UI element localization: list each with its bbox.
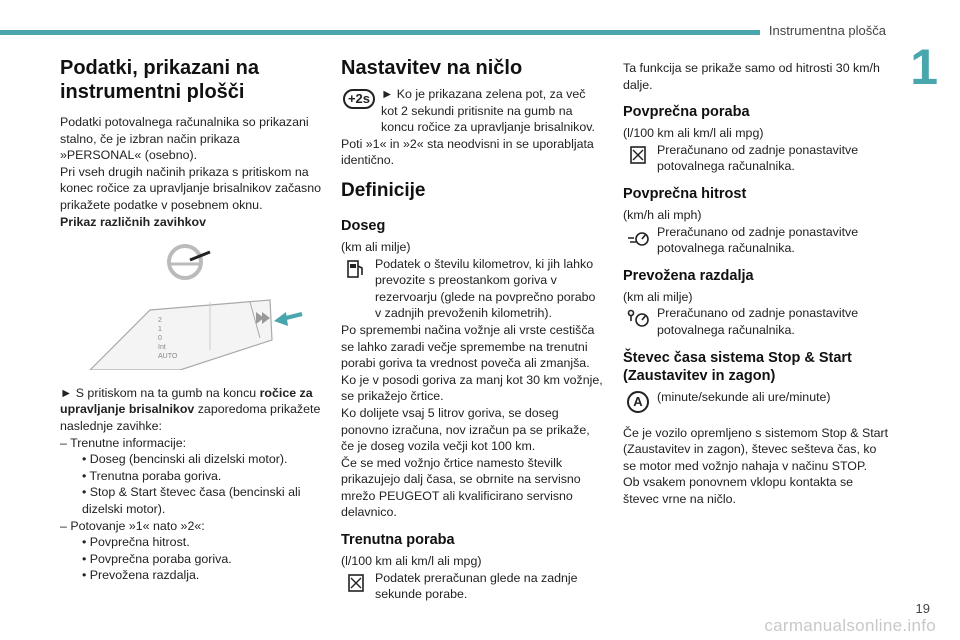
paragraph: Preračunano od zadnje ponastavitve potovalnega računalnika.: [657, 306, 859, 337]
consumption-icon: [623, 142, 653, 168]
unit-text: (km ali milje): [341, 239, 411, 254]
paragraph: Ko dolijete vsaj 5 litrov goriva, se doseg ponovno izračuna, nov izračun pa se prikaže, če je doseg vozila večji kot 100 km.: [341, 405, 590, 454]
paragraph: Ob vsakem ponovnem vklopu kontakta se števec vrne na ničlo.: [623, 475, 854, 506]
paragraph: Podatki potovalnega računalnika so prikazani stalno, če je izbran način prikaza »PERSONAL« (osebno).: [60, 115, 309, 163]
unit-text: (l/100 km ali km/l ali mpg): [341, 554, 482, 569]
heading-avg-consumption: Povprečna poraba: [623, 104, 750, 121]
wiper-stalk-illustration: [60, 240, 322, 370]
stalk-label: Int: [158, 344, 166, 352]
heading-distance: Prevožena razdalja: [623, 267, 754, 284]
distance-row: [623, 305, 891, 338]
paragraph: Poti »1« in »2« sta neodvisni in se uporabljata identično.: [341, 136, 594, 168]
column-3: [623, 60, 891, 508]
stop-start-row: [623, 389, 891, 415]
stalk-drawing: [90, 300, 272, 370]
step-text: ► S pritiskom na ta gumb na koncu ročice za upravljanje brisalnikov zaporedoma prikažete naslednje zavihke:: [60, 385, 322, 435]
current-row: [341, 570, 605, 603]
fuel-pump-icon: [341, 256, 371, 282]
paragraph: Pri vseh drugih načinih prikaza s pritiskom na konec ročice za upravljanje brisalnikov začasno prikažete podatke v posebnem oknu.: [60, 164, 322, 212]
paragraph: Ta funkcija se prikaže samo od hitrosti 30 km/h dalje.: [623, 61, 880, 92]
section-title: Instrumentna plošča: [768, 23, 886, 38]
heading-definitions: Definicije: [341, 179, 426, 201]
column-2: [341, 56, 605, 603]
paragraph: Ko je v posodi goriva za manj kot 30 km vožnje, se prikažejo črtice.: [341, 372, 603, 404]
paragraph: Preračunano od zadnje ponastavitve potovalnega računalnika.: [657, 224, 859, 256]
list-item: • Stop & Start števec časa (bencinski ali dizelski motor).: [82, 485, 301, 516]
stalk-label: 1: [158, 326, 162, 334]
distance-icon: [623, 305, 653, 331]
list-item: – Potovanje »1« nato »2«:: [60, 518, 205, 533]
list-item: • Trenutna poraba goriva.: [82, 468, 222, 483]
paragraph: Preračunano od zadnje ponastavitve potovalnega računalnika.: [657, 142, 859, 174]
paragraph: ► Ko je prikazana zelena pot, za več kot 2 sekundi pritisnite na gumb na koncu ročice za upravljanje brisalnikov.: [381, 86, 605, 136]
paragraph: Podatek preračunan glede na zadnje sekunde porabe.: [375, 570, 578, 602]
list-item: • Doseg (bencinski ali dizelski motor).: [82, 452, 288, 467]
watermark: carmanualsonline.info: [764, 616, 936, 635]
stalk-label: 0: [158, 335, 162, 343]
list-item: • Prevožena razdalja.: [82, 568, 200, 583]
steering-wheel-icon: [169, 246, 210, 278]
page-number: 19: [915, 601, 930, 616]
list-item: • Povprečna hitrost.: [82, 535, 190, 550]
paragraph: Po spremembi načina vožnje ali vrste cestišča se lahko zaradi večje spremembe na trenutni porabi goriva ta vrednost poveča ali zmanjša.: [341, 322, 595, 371]
avg-consumption-row: [623, 142, 891, 175]
unit-text: (km/h ali mph): [623, 207, 702, 222]
consumption-icon: [341, 570, 371, 596]
header-accent-bar: [0, 30, 760, 35]
list-item: – Trenutne informacije:: [60, 435, 187, 450]
unit-text: (km ali milje): [623, 289, 693, 304]
stalk-label: AUTO: [158, 353, 178, 361]
stop-start-icon: A: [623, 389, 653, 415]
subheading-tabs: Prikaz različnih zavihkov: [60, 214, 206, 229]
speedometer-icon: [623, 224, 653, 250]
heading-reset: Nastavitev na ničlo: [341, 57, 523, 79]
paragraph: Podatek o številu kilometrov, ki jih lahko prevozite s preostankom goriva v rezervoarju (glede na povprečno porabo v zadnjih prevoženih kilometrih).: [375, 256, 596, 321]
heading-displayed-data: Podatki, prikazani na instrumentni plošči: [60, 57, 259, 103]
paragraph: Če se med vožnjo črtice namesto številk prikazujejo dalj časa, se obrnite na servisno mrežo PEUGEOT ali kvalificirano servisno delavnico.: [341, 455, 581, 520]
stalk-label: 2: [158, 317, 162, 325]
paragraph: Če je vozilo opremljeno s sistemom Stop & Start (Zaustavitev in zagon), števec sešteva čas, ko se motor med vožnjo nahaja v načinu STOP.: [623, 425, 889, 473]
press-2s-icon: +2s: [341, 86, 377, 112]
heading-range: Doseg: [341, 217, 386, 234]
unit-text: (l/100 km ali km/l ali mpg): [623, 126, 764, 141]
list-item: • Povprečna poraba goriva.: [82, 551, 232, 566]
heading-stop-start: Števec časa sistema Stop & Start (Zaustavitev in zagon): [623, 349, 852, 384]
avg-speed-row: [623, 224, 891, 257]
column-1: [60, 56, 322, 584]
arrow-icon: [274, 312, 302, 326]
heading-avg-speed: Povprečna hitrost: [623, 185, 747, 202]
unit-text: (minute/sekunde ali ure/minute): [657, 389, 831, 404]
reset-instruction: [341, 86, 605, 136]
range-row: [341, 256, 605, 322]
heading-current-consumption: Trenutna poraba: [341, 532, 455, 549]
chapter-number: 1: [910, 39, 938, 95]
